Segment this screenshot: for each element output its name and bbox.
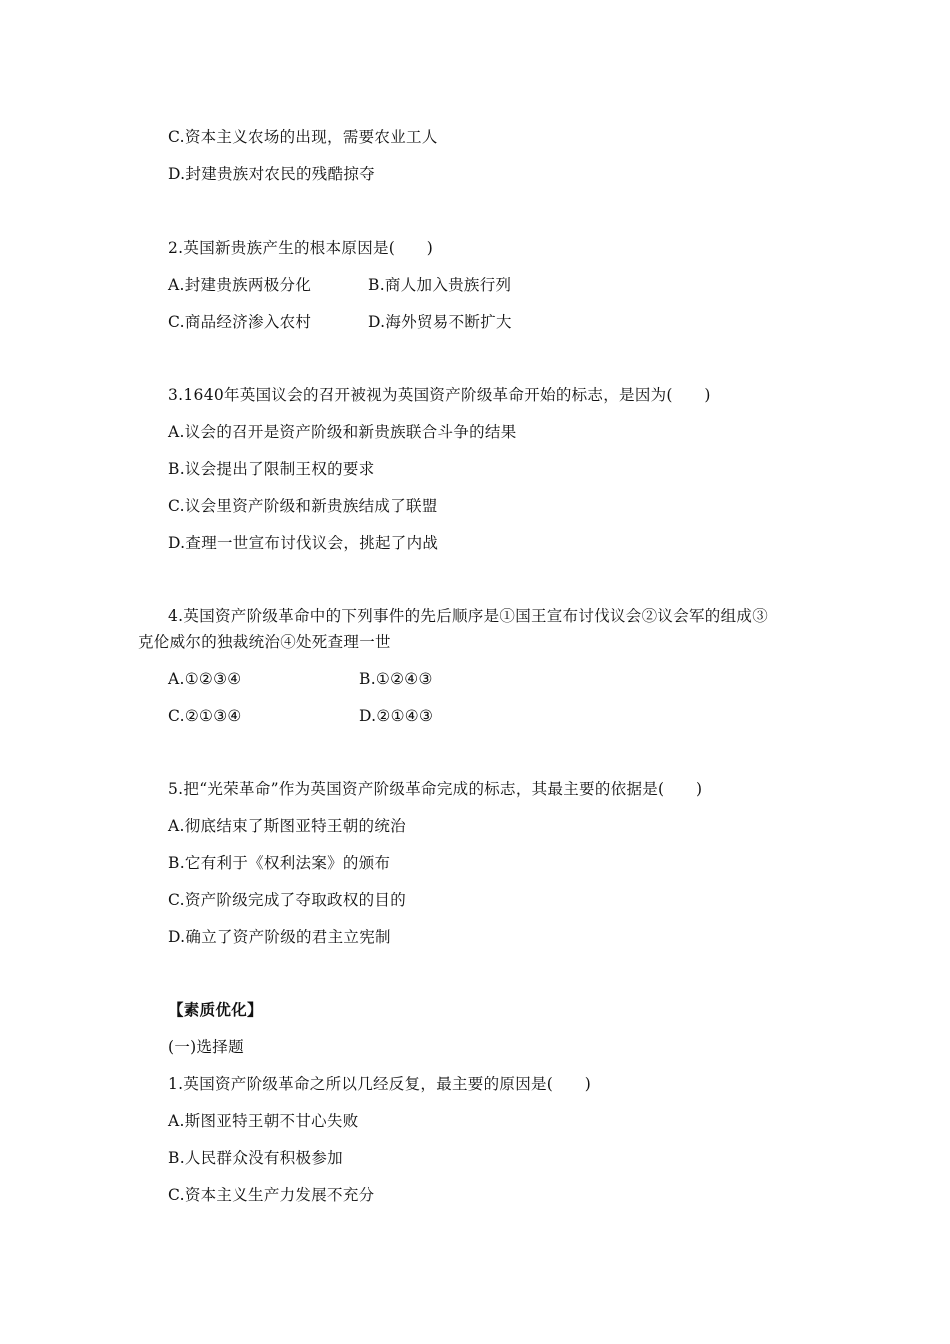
- section-question-1-option-a: A.斯图亚特王朝不甘心失败: [168, 1112, 359, 1130]
- question-3-option-d: D.查理一世宣布讨伐议会，挑起了内战: [168, 534, 439, 552]
- option-d: D.封建贵族对农民的残酷掠夺: [168, 165, 376, 183]
- question-4-stem-line-2: 克伦威尔的独裁统治④处死查理一世: [138, 633, 391, 651]
- question-5-option-d: D.确立了资产阶级的君主立宪制: [168, 928, 391, 946]
- question-2-option-a: A.封建贵族两极分化: [168, 276, 312, 294]
- question-3-stem: 3.1640年英国议会的召开被视为英国资产阶级革命开始的标志，是因为( ): [168, 386, 711, 404]
- question-4-option-c: C.②①③④: [168, 707, 242, 725]
- question-2-stem: 2.英国新贵族产生的根本原因是( ): [168, 239, 434, 257]
- question-3-option-b: B.议会提出了限制王权的要求: [168, 460, 375, 478]
- question-5-stem: 5.把“光荣革命”作为英国资产阶级革命完成的标志，其最主要的依据是( ): [168, 780, 703, 798]
- question-3-option-c: C.议会里资产阶级和新贵族结成了联盟: [168, 497, 438, 515]
- section-question-1-stem: 1.英国资产阶级革命之所以几经反复，最主要的原因是( ): [168, 1075, 592, 1093]
- section-question-1-option-c: C.资本主义生产力发展不充分: [168, 1186, 375, 1204]
- question-2-option-b: B.商人加入贵族行列: [368, 276, 512, 294]
- question-4-stem-line-1: 4.英国资产阶级革命中的下列事件的先后顺序是①国王宣布讨伐议会②议会军的组成③: [168, 607, 768, 625]
- question-5-option-a: A.彻底结束了斯图亚特王朝的统治: [168, 817, 406, 835]
- question-4-option-b: B.①②④③: [359, 670, 433, 688]
- question-4-option-a: A.①②③④: [168, 670, 242, 688]
- section-subheading: (一)选择题: [168, 1038, 244, 1056]
- option-c: C.资本主义农场的出现，需要农业工人: [168, 128, 438, 146]
- question-4-option-d: D.②①④③: [359, 707, 434, 725]
- question-3-option-a: A.议会的召开是资产阶级和新贵族联合斗争的结果: [168, 423, 517, 441]
- question-2-option-d: D.海外贸易不断扩大: [368, 313, 512, 331]
- question-5-option-c: C.资产阶级完成了夺取政权的目的: [168, 891, 407, 909]
- section-heading: 【素质优化】: [168, 1001, 263, 1019]
- question-5-option-b: B.它有利于《权利法案》的颁布: [168, 854, 391, 872]
- section-question-1-option-b: B.人民群众没有积极参加: [168, 1149, 343, 1167]
- question-2-option-c: C.商品经济渗入农村: [168, 313, 312, 331]
